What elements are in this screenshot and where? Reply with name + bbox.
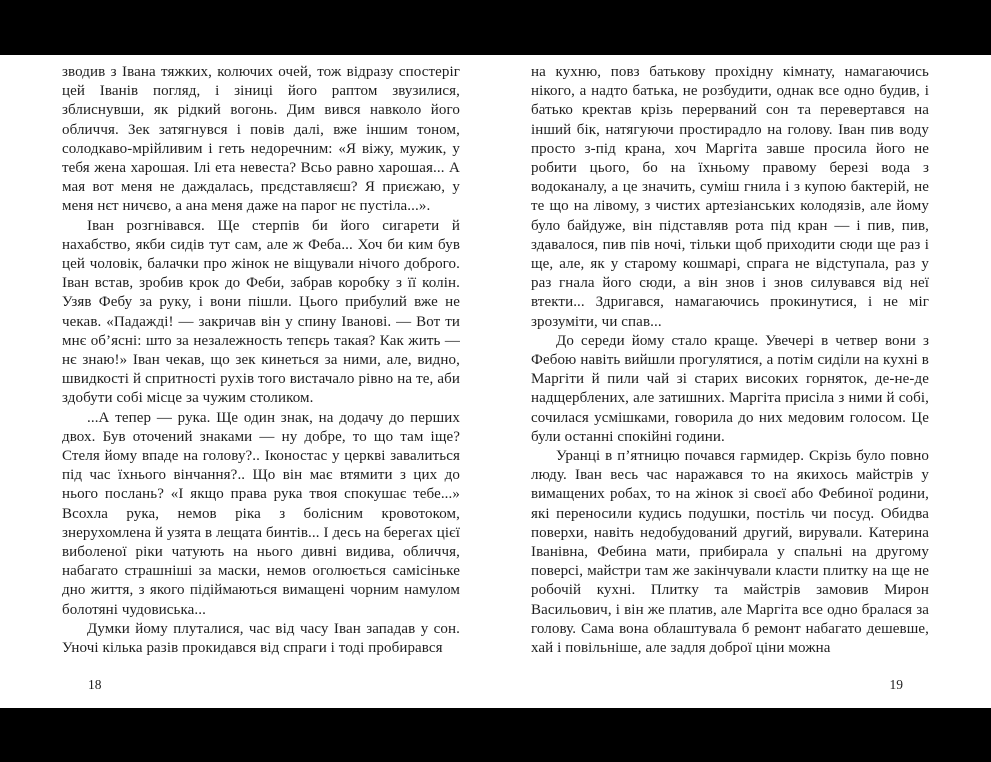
page-number-right: 19 <box>889 677 903 692</box>
paragraph: Думки йому плуталися, час від часу Іван западав у сон. Уночі кілька разів прокидався від спраги і тоді пробирався <box>62 620 460 657</box>
page-left <box>62 55 460 708</box>
paragraph: Уранці в п’ятницю почався гармидер. Скрізь було повно люду. Іван весь час наражався то на якихось майстрів у вимащених робах, то на жінок зі своєї або Фебиної родини, які переносили кудись подушки, постіль чи посуд. Обидва поверхи, навіть недобудований другий, вирували. Катерина Іванівна, Фебина мати, прибирала у спальні на другому поверсі, майстри там же закінчували класти плитку на ще не робочій кухні. Плитку та майстрів замовив Мирон Васильович, і він же платив, але Маргіта все одно бралася за голову. Сама вона облаштувала б ремонт набагато дешевше, хай і повільніше, але задля доброї ціни можна <box>531 448 929 657</box>
paragraph: До середи йому стало краще. Увечері в четвер вони з Фебою навіть вийшли прогулятися, а потім сиділи на кухні в Маргіти й пили чай зі старих високих горняток, де-не-де надщерблених, але затишних. Маргіта присіла з ними й собі, сочилася усмішками, говорила до них медовим голосом. Це були останні спокійні години. <box>531 332 929 445</box>
book-spread <box>0 55 991 708</box>
paragraph: Іван розгнівався. Ще стерпів би його сигарети й нахабство, якби сидів тут сам, але ж Феба... Хоч би ким був цей чоловік, балачки про жінок не віщували нічого доброго. Іван встав, зробив крок до Феби, забрав коробку з її колін. Узяв Фебу за руку, і вони пішли. Цього прибулий вже не чекав. «Падажді! — закричав він у спину Іванові. — Вот ти мнє об’ясні: што за незалежность тепєрь такая? Как жить — нє знаю!» Іван чекав, що зек кинеться за ними, але, видно, швидкості й спритності рухів того вистачало рівно на те, аби здобути собі місце за чужим столиком. <box>62 217 460 407</box>
paragraph: ...А тепер — рука. Ще один знак, на додачу до перших двох. Був оточений знаками — ну добре, то що там іще? Стеля йому впаде на голову?.. Іконостас у церкві завалиться під час їхнього вінчання?.. Що він має втямити з цих до нього послань? «І якщо права рука твоя спокушає тебе...» Всохла рука, немов ріка з болісним кровотоком, знерухомлена й узята в лещата бинтів... І десь на берегах цієї виболеної ріки чатують на нього дивні видива, обличчя, набагато страшніші за маски, немов оголюється самісіньке дно життя, з якого підіймаються вимащені чорним намулом болотяні чудовиська... <box>62 409 460 618</box>
page-number-left: 18 <box>88 677 102 692</box>
page-right-body <box>531 55 929 658</box>
paragraph: зводив з Івана тяжких, колючих очей, тож відразу спостеріг цей Іванів погляд, і зіниці його раптом звузилися, зблиснувши, як рідкий вогонь. Дим вився навколо його обличчя. Зек затягнувся і повів далі, вже іншим тоном, солодкаво-мрійливим і геть недоречним: «Я віжу, мужик, у тебя жена харошая. Ілі ета невеста? Всьо равно харошая... А мая вот меня не даждалась, прєдставляєш? Я приєжаю, у меня нєт ничєво, а ана меня даже на парог нє пустіла...». <box>62 64 460 215</box>
bottom-letterbox-bar <box>0 708 991 762</box>
paragraph: на кухню, повз батькову прохідну кімнату, намагаючись нікого, а надто батька, не розбудити, однак все одно будив, і батько кректав крізь перерваний сон та перевертався на інший бік, натягуючи простирадло на голову. Іван пив воду просто з-під крана, хоч Маргіта завше просила його не робити цього, бо на їхньому правому березі вода з водоканалу, а це значить, суміш гнила і з купою бактерій, не те що на лівому, з чистих артезіанських колодязів, але йому було байдуже, він підставляв рота під кран — і пив, пив, здавалося, пив пів ночі, тільки щоб приходити сюди ще раз і ще, але, як у старому кошмарі, спрага не відступала, раз у раз гнала його сюди, а він знов і знов силувався від неї втекти... Здригався, намагаючись прокинутися, і не міг зрозуміти, чи спав... <box>531 64 929 330</box>
page-right <box>531 55 929 708</box>
top-letterbox-bar <box>0 0 991 55</box>
page-left-body <box>62 55 460 658</box>
